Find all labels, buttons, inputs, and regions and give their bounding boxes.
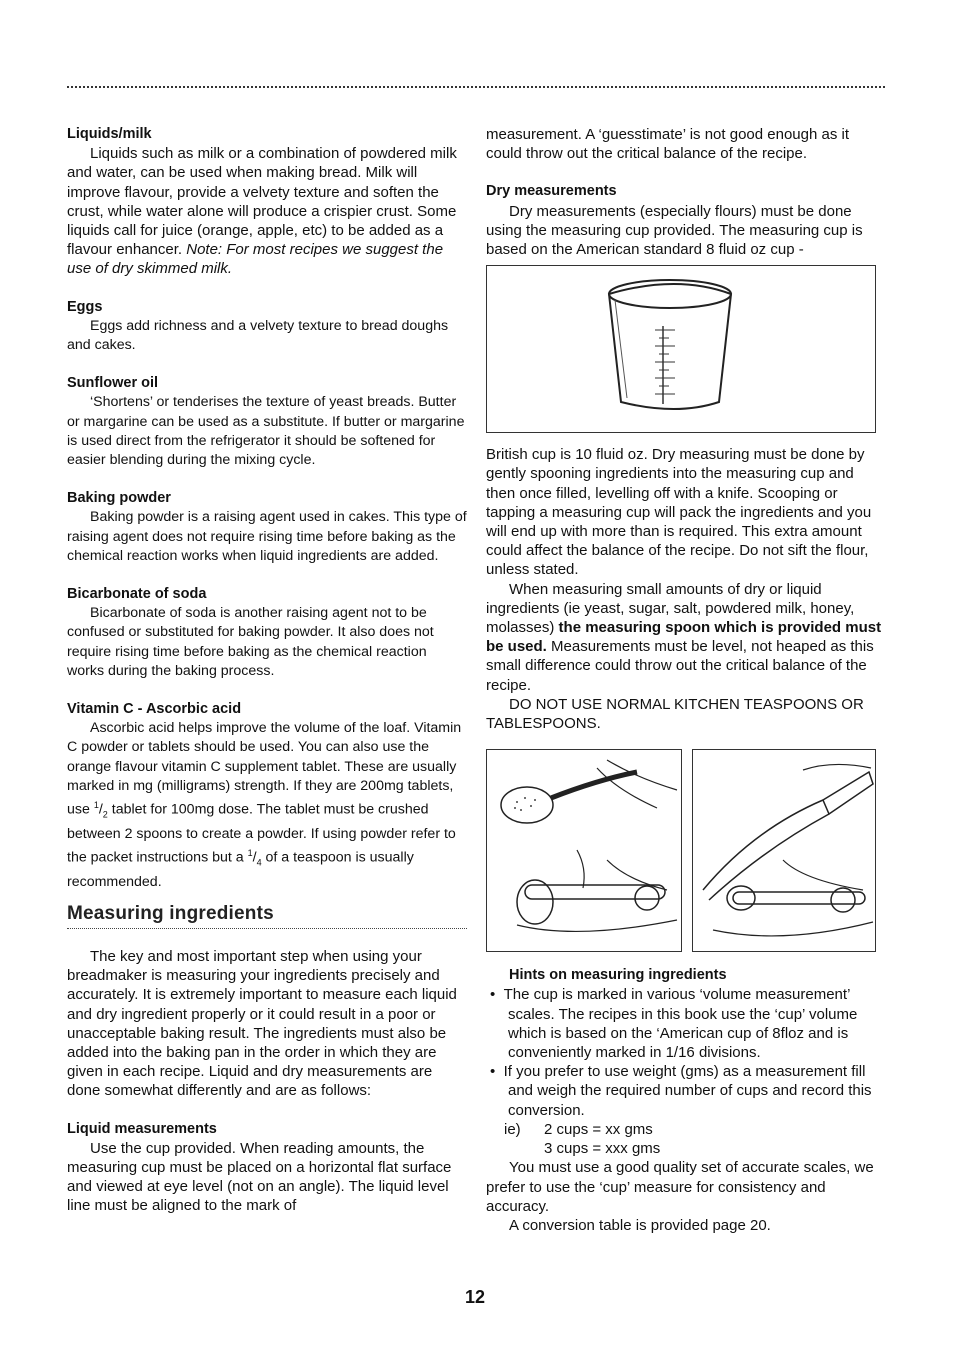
text-scales: You must use a good quality set of accurate scales, we prefer to use the ‘cup’ measure for consistency and accuracy. <box>486 1159 874 1215</box>
heading-liquids: Liquids/milk <box>67 126 152 142</box>
spoon-illustration-right <box>692 749 876 952</box>
text-vitamin-c: Ascorbic acid helps improve the volume of the loaf. Vitamin C powder or tablets should be used. You can also use the orange flavour vitamin C supplement tablet. These are usually marked in mg (milligrams) strength. If they are 200mg tablets, use $^1/_2$ tablet for 100mg dose. The tablet must be crushed between 2 spoons to create a powder. If using powder refer to the packet instructions but a $^1/_4$ of a teaspoon is usually recommended. <box>67 720 462 890</box>
text-eggs: Eggs add richness and a velvety texture to bread doughs and cakes. <box>67 317 449 354</box>
text-measuring: The key and most important step when using your breadmaker is measuring your ingredients precisely and accurately. It is extremely important to measure each liquid and dry ingredient properly or it could result in a poor or unacceptable baking result. The ingredients must also be added into the baking pan in the order in which they are given in each recipe. Liquid and dry measurements are done somewhat differently and are as follows: <box>67 948 457 1100</box>
measuring-spoon-icon <box>487 750 681 951</box>
heading-liquid-measurements: Liquid measurements <box>67 1120 217 1137</box>
heading-measuring-ingredients: Measuring ingredients <box>67 902 467 929</box>
heading-eggs: Eggs <box>67 298 103 315</box>
text-measurement-continued: measurement. A ‘guesstimate’ is not good enough as it could throw out the critical balance of the recipe. <box>486 126 849 163</box>
text-liquids: Liquids such as milk or a combination of powdered milk and water, can be used when making bread. Milk will improve flavour, provide a velvety texture and soften the crust, while water alone will produce a crispier crust. Some liquids call for juice (orange, apple, etc) to be added as a flavour enhancer. Note: For most recipes we suggest the use of dry skimmed milk. <box>67 145 457 278</box>
left-column <box>67 125 467 1216</box>
page-number: 12 <box>465 1287 486 1307</box>
hint-example-2: 3 cups = xxx gms <box>544 1140 661 1158</box>
text-dry-measurements: Dry measurements (especially flours) must be done using the measuring cup provided. The measuring cup is based on the American standard 8 fluid oz cup - <box>486 202 863 259</box>
right-column <box>486 125 886 1235</box>
spoon-illustrations <box>486 749 876 952</box>
measuring-cup-illustration <box>486 265 876 433</box>
section-liquid-measurements <box>67 1120 467 1216</box>
section-measuring <box>67 947 467 1101</box>
heading-baking-powder: Baking powder <box>67 490 171 507</box>
heading-dry-measurements: Dry measurements <box>486 183 617 200</box>
section-eggs <box>67 298 467 356</box>
spoon-illustration-left <box>486 749 682 952</box>
section-bicarb <box>67 585 467 681</box>
text-liquid-measurements: Use the cup provided. When reading amounts, the measuring cup must be placed on a horizontal flat surface and viewed at eye level (not on an angle). The liquid level line must be aligned to the mark of <box>67 1139 452 1215</box>
heading-vitamin-c: Vitamin C - Ascorbic acid <box>67 701 242 718</box>
text-bicarb: Bicarbonate of soda is another raising agent not to be confused or substituted for baking powder. It also does not require rising time before baking as the chemical reaction works during the baking process. <box>67 605 434 679</box>
text-british-cup: British cup is 10 fluid oz. Dry measuring must be done by gently spooning ingredients into the measuring cup and then once filled, levelling off with a knife. Scooping or tapping a measuring cup will pack the ingredients and you will end up with more than is required. This extra amount could affect the balance of the recipe. Do not sift the flour, unless stated. <box>486 446 872 579</box>
knife-levelling-icon <box>693 750 875 951</box>
top-dotted-rule <box>67 86 885 88</box>
section-baking-powder <box>67 489 467 566</box>
text-small-amounts: When measuring small amounts of dry or liquid ingredients (ie yeast, sugar, salt, powdered milk, honey, molasses) the measuring spoon which is provided must be used. Measurements must be level, not heaped as this small difference could throw out the critical balance of the recipe. <box>486 580 882 694</box>
hint-example-1: ie) 2 cups = xx gms <box>504 1120 653 1138</box>
text-conversion-table: A conversion table is provided page 20. <box>509 1216 771 1234</box>
heading-hints: Hints on measuring ingredients <box>509 967 727 984</box>
text-do-not-use: DO NOT USE NORMAL KITCHEN TEASPOONS OR TABLESPOONS. <box>486 695 864 733</box>
hint-bullet-1: • The cup is marked in various ‘volume measurement’ scales. The recipes in this book use the ‘cup’ volume which is based on the ‘American cup of 8floz and is conveniently marked in 1/16 divisions. <box>490 986 858 1062</box>
heading-bicarb: Bicarbonate of soda <box>67 586 207 603</box>
heading-sunflower: Sunflower oil <box>67 375 159 392</box>
text-sunflower: ‘Shortens’ or tenderises the texture of yeast breads. Butter or margarine can be used as a substitute. If butter or margarine is used direct from the refrigerator it should be softened for easier blending during the mixing cycle. <box>67 394 465 469</box>
measuring-cup-icon <box>487 266 875 432</box>
text-baking-powder: Baking powder is a raising agent used in cakes. This type of raising agent does not require rising time before baking as the chemical reaction works when liquid ingredients are added. <box>67 509 467 564</box>
section-sunflower <box>67 374 467 470</box>
hint-bullet-2: • If you prefer to use weight (gms) as a measurement fill and weigh the required number of cups and record this conversion. <box>490 1063 872 1119</box>
section-liquids <box>67 125 467 279</box>
section-vitamin-c <box>67 700 467 892</box>
note-liquids: Note: For most recipes we suggest the use of dry skimmed milk. <box>67 241 444 278</box>
